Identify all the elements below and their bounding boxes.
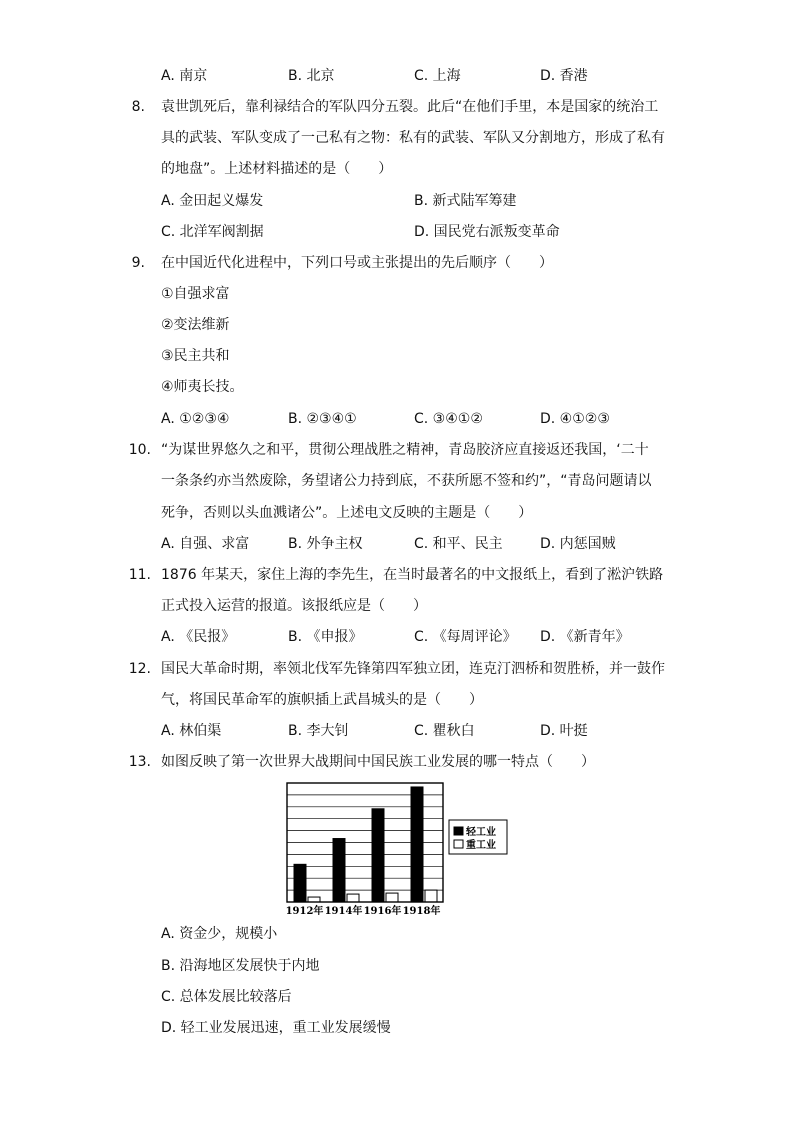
- q7-option-a[interactable]: A. 南京: [161, 68, 208, 84]
- q11-option-d[interactable]: D. 《新青年》: [540, 629, 630, 645]
- chart-bar-light-industry: [411, 787, 423, 902]
- chart-bar-heavy-industry: [386, 893, 398, 902]
- q10-stem-line-2: 一条条约亦当然废除，务望诸公力持到底，不获所愿不签和约”，“青岛问题请以: [161, 473, 652, 489]
- q9-option-a[interactable]: A. ①②③④: [161, 411, 230, 427]
- q9-option-d[interactable]: D. ④①②③: [540, 411, 610, 427]
- industry-bar-chart: [280, 780, 520, 920]
- legend-label-heavy-industry: 重工业: [466, 840, 496, 851]
- q9-item-1: ①自强求富: [161, 286, 230, 302]
- chart-bar-light-industry: [372, 809, 384, 902]
- q8-stem-line-1: 袁世凯死后，靠利禄结合的军队四分五裂。此后“在他们手里，本是国家的统治工: [161, 99, 659, 115]
- q12-option-c[interactable]: C. 瞿秋白: [414, 723, 475, 739]
- q7-option-c[interactable]: C. 上海: [414, 68, 461, 84]
- q10-option-c[interactable]: C. 和平、民主: [414, 536, 503, 552]
- q12-option-d[interactable]: D. 叶挺: [540, 723, 588, 739]
- q8-number: 8.: [131, 99, 145, 115]
- q9-option-c[interactable]: C. ③④①②: [414, 411, 483, 427]
- q11-stem-line-2: 正式投入运营的报道。该报纸应是（ ）: [161, 598, 427, 614]
- q8-stem-line-2: 具的武装、军队变成了一己私有之物：私有的武装、军队又分割地方，形成了私有: [161, 130, 665, 146]
- q10-option-b[interactable]: B. 外争主权: [288, 536, 363, 552]
- q7-option-d[interactable]: D. 香港: [540, 68, 588, 84]
- q9-item-4: ④师夷长技。: [161, 379, 244, 395]
- q9-number: 9.: [131, 255, 145, 271]
- q8-option-a[interactable]: A. 金田起义爆发: [161, 193, 264, 209]
- q13-option-c[interactable]: C. 总体发展比较落后: [161, 989, 292, 1005]
- q8-option-d[interactable]: D. 国民党右派叛变革命: [414, 224, 560, 240]
- q9-item-3: ③民主共和: [161, 348, 230, 364]
- q11-number: 11.: [128, 567, 151, 583]
- q8-option-c[interactable]: C. 北洋军阀割据: [161, 224, 264, 240]
- q10-option-a[interactable]: A. 自强、求富: [161, 536, 250, 552]
- chart-bar-light-industry: [294, 864, 306, 902]
- q12-option-b[interactable]: B. 李大钊: [288, 723, 349, 739]
- q10-stem-line-3: 死争，否则以头血溅诸公”。上述电文反映的主题是（ ）: [161, 505, 533, 521]
- q13-stem: 如图反映了第一次世界大战期间中国民族工业发展的哪一特点（ ）: [161, 754, 595, 770]
- legend-swatch-heavy-industry: [454, 840, 463, 848]
- chart-x-tick-label: 1912年: [285, 906, 324, 917]
- q11-stem-line-1: 1876 年某天，家住上海的李先生，在当时最著名的中文报纸上，看到了淞沪铁路: [161, 567, 664, 583]
- q13-option-a[interactable]: A. 资金少，规模小: [161, 926, 278, 942]
- q11-option-b[interactable]: B. 《申报》: [288, 629, 363, 645]
- chart-bar-heavy-industry: [308, 897, 320, 902]
- q9-item-2: ②变法维新: [161, 317, 230, 333]
- q9-stem: 在中国近代化进程中，下列口号或主张提出的先后顺序（ ）: [161, 255, 553, 271]
- q12-option-a[interactable]: A. 林伯渠: [161, 723, 222, 739]
- q10-stem-line-1: “为谋世界悠久之和平，贯彻公理战胜之精神，青岛胶济应直接返还我国，‘二十: [161, 442, 649, 458]
- chart-bar-heavy-industry: [347, 894, 359, 902]
- chart-bar-light-industry: [333, 839, 345, 902]
- q9-option-b[interactable]: B. ②③④①: [288, 411, 357, 427]
- q13-option-d[interactable]: D. 轻工业发展迅速，重工业发展缓慢: [161, 1020, 391, 1036]
- q13-number: 13.: [128, 754, 151, 770]
- q8-option-b[interactable]: B. 新式陆军筹建: [414, 193, 517, 209]
- chart-x-tick-label: 1918年: [402, 906, 441, 917]
- q8-stem-line-3: 的地盘”。上述材料描述的是（ ）: [161, 161, 393, 177]
- q13-option-b[interactable]: B. 沿海地区发展快于内地: [161, 958, 320, 974]
- legend-label-light-industry: 轻工业: [466, 827, 496, 838]
- q10-number: 10.: [128, 442, 151, 458]
- q12-stem-line-1: 国民大革命时期，率领北伐军先锋第四军独立团，连克汀泗桥和贺胜桥，并一鼓作: [161, 661, 665, 677]
- chart-x-tick-label: 1914年: [324, 906, 363, 917]
- chart-legend: [449, 820, 507, 854]
- q10-option-d[interactable]: D. 内惩国贼: [540, 536, 616, 552]
- q12-stem-line-2: 气，将国民革命军的旗帜插上武昌城头的是（ ）: [161, 692, 483, 708]
- legend-swatch-light-industry: [454, 827, 463, 835]
- q7-option-b[interactable]: B. 北京: [288, 68, 335, 84]
- chart-x-tick-labels: [286, 904, 441, 917]
- chart-bar-heavy-industry: [425, 890, 437, 902]
- q11-option-a[interactable]: A. 《民报》: [161, 629, 236, 645]
- q12-number: 12.: [128, 661, 151, 677]
- chart-bars: [294, 787, 437, 902]
- chart-x-tick-label: 1916年: [363, 906, 402, 917]
- q11-option-c[interactable]: C. 《每周评论》: [414, 629, 517, 645]
